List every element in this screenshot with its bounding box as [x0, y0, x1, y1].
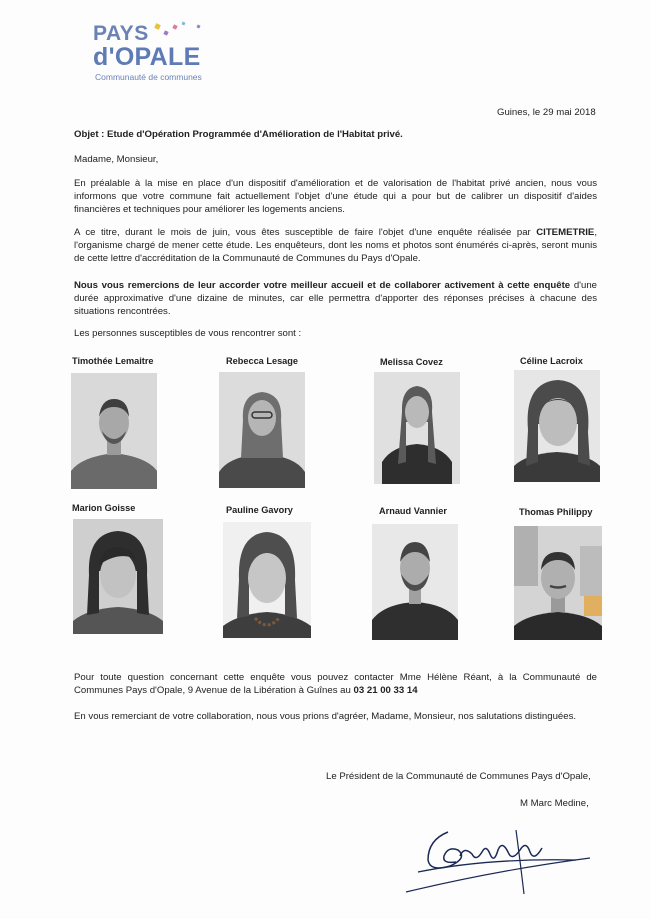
- investigator-name: Céline Lacroix: [520, 356, 583, 366]
- investigator-photo: [514, 370, 600, 482]
- investigator-name: Pauline Gavory: [226, 505, 293, 515]
- letter-salutation: Madame, Monsieur,: [74, 154, 159, 165]
- logo-tagline: Communauté de communes: [95, 72, 202, 82]
- investigator-photo: [514, 526, 602, 640]
- investigator-photo: [73, 519, 163, 634]
- investigator-photo: [223, 522, 311, 638]
- investigator-photo: [372, 524, 458, 640]
- p2-company: CITEMETRIE: [536, 227, 595, 238]
- paragraph-3: [74, 279, 597, 319]
- pays-opale-logo: [93, 22, 223, 84]
- p2-text-before: A ce titre, durant le mois de juin, vous êtes susceptible de faire l'objet d'une enquête réalisée par: [74, 227, 537, 238]
- contact-phone: 03 21 00 33 14: [353, 685, 418, 697]
- investigator-photo: [374, 372, 460, 484]
- paragraph-1: En préalable à la mise en place d'un dispositif d'amélioration et de valorisation de l'habitat privé ancien, nous vous informons que votre commune fait actuellement l'objet d'une étude qui a pour but de calibrer un dispositif d'aides financières et techniques pour améliorer les logements anciens.: [74, 178, 597, 216]
- investigator-name: Arnaud Vannier: [379, 506, 447, 516]
- p2-text-after: , l'organisme chargé de mener cette étude. Les enquêteurs, dont les noms et photos sont énumérés ci-après, seront munis de cette lettre d'accréditation de la Communauté de Communes du Pays d'Opale.: [74, 227, 597, 265]
- p3-bold-text: Nous vous remercions de leur accorder votre meilleur accueil et de collaborer activement à cette enquête: [74, 280, 571, 291]
- logo-confetti-icon: [182, 22, 186, 26]
- investigator-name: Marion Goisse: [72, 503, 136, 513]
- investigator-name: Melissa Covez: [380, 357, 443, 367]
- logo-confetti-icon: [172, 24, 177, 29]
- paragraph-2: [74, 226, 597, 266]
- closing-paragraph: En vous remerciant de votre collaboration, nous vous prions d'agréer, Madame, Monsieur, nos salutations distinguées.: [74, 711, 577, 722]
- logo-confetti-icon: [163, 30, 168, 35]
- logo-line1: PAYS: [93, 22, 149, 45]
- investigator-name: Rebecca Lesage: [226, 356, 299, 366]
- investigator-name: Timothée Lemaitre: [72, 356, 154, 366]
- investigator-photo: [71, 373, 157, 489]
- contact-text: Pour toute question concernant cette enquête vous pouvez contacter Mme Hélène Réant, à la Communauté de Communes Pays d'Opale, 9 Avenue de la Libération à Guînes au: [74, 672, 597, 697]
- signature: [398, 810, 598, 900]
- signer-name: M Marc Medine,: [520, 798, 589, 809]
- president-title: Le Président de la Communauté de Communes Pays d'Opale,: [326, 771, 591, 782]
- p3-text: d'une durée approximative d'une dizaine de minutes, car elle permettra d'apporter des réponses précises à chacune des situations rencontrées.: [74, 280, 597, 318]
- logo-line2: d'OPALE: [93, 43, 201, 71]
- contact-paragraph: [74, 671, 597, 697]
- investigators-intro: Les personnes susceptibles de vous rencontrer sont :: [74, 328, 302, 339]
- investigator-photo: [219, 372, 305, 488]
- letter-subject: Objet : Etude d'Opération Programmée d'Amélioration de l'Habitat privé.: [74, 129, 403, 140]
- letter-date: Guines, le 29 mai 2018: [497, 107, 596, 118]
- investigator-name: Thomas Philippy: [519, 507, 593, 517]
- logo-confetti-icon: [197, 25, 201, 29]
- logo-confetti-icon: [154, 23, 161, 30]
